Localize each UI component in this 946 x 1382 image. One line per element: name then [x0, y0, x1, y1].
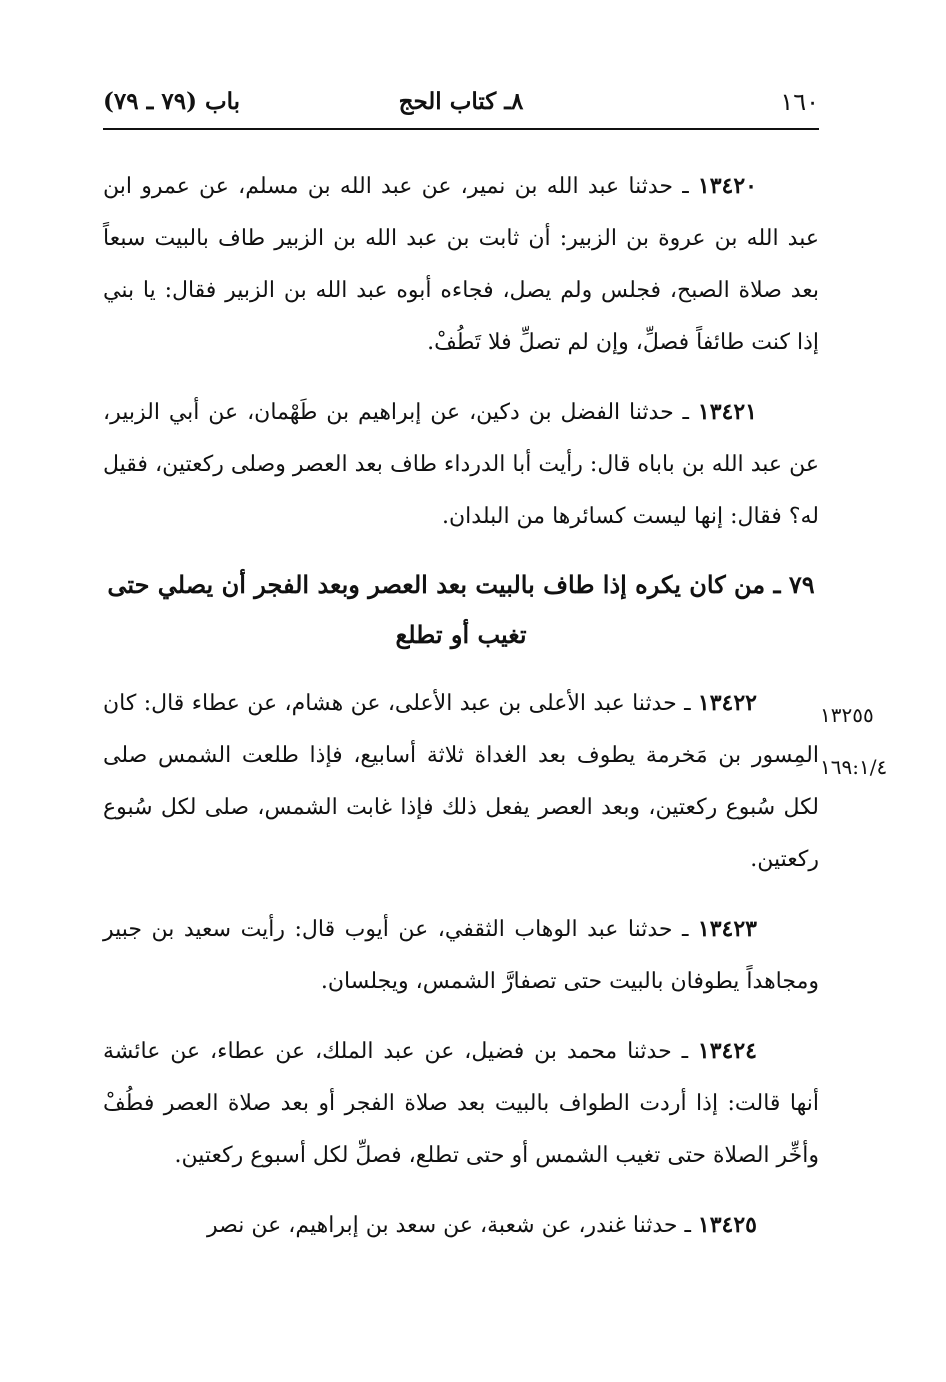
page-header	[103, 84, 819, 128]
hadith-number: ١٣٤٢٤	[697, 1038, 757, 1064]
hadith-13424	[103, 1025, 819, 1182]
header-rule	[103, 128, 819, 130]
hadith-13421	[103, 386, 819, 543]
hadith-13425	[103, 1199, 819, 1252]
page-number: ١٦٠	[780, 88, 819, 116]
hadith-number: ١٣٤٢٠	[697, 173, 757, 199]
hadith-text: ـ حدثنا محمد بن فضيل، عن عبد الملك، عن عطاء، عن عائشة أنها قالت: إذا أردت الطواف بالبيت بعد صلاة الفجر أو بعد صلاة العصر فطُفْ وأخِّر الصلاة حتى تغيب الشمس أو حتى تطلع، فصلِّ لكل أسبوع ركعتين.	[103, 1039, 819, 1168]
hadith-number: ١٣٤٢٢	[697, 690, 757, 716]
chapter-range: باب (٧٩ ـ ٧٩)	[103, 88, 241, 115]
hadith-13422	[103, 677, 819, 886]
hadith-number: ١٣٤٢٥	[697, 1212, 757, 1238]
hadith-13420	[103, 160, 819, 369]
section-title: ـ من كان يكره إذا طاف بالبيت بعد العصر وبعد الفجر أن يصلي حتى تغيب أو تطلع	[107, 570, 789, 649]
section-number: ٧٩	[788, 570, 815, 599]
hadith-text: ـ حدثنا عبد الله بن نمير، عن عبد الله بن مسلم، عن عمرو ابن عبد الله بن عروة بن الزبير: أن ثابت بن عبد الله بن الزبير طاف بالبيت سبعاً بعد صلاة الصبح، فجلس ولم يصل، فجاءه أبوه عبد الله بن الزبير فقال: يا بني إذا كنت طائفاً فصلِّ، وإن لم تصلِّ فلا تَطُفْ.	[103, 174, 819, 355]
hadith-text: ـ حدثنا غندر، عن شعبة، عن سعد بن إبراهيم، عن نصر	[207, 1213, 698, 1238]
hadith-number: ١٣٤٢١	[697, 399, 757, 425]
hadith-text: ـ حدثنا الفضل بن دكين، عن إبراهيم بن طَهْمان، عن أبي الزبير، عن عبد الله بن باباه قال: رأيت أبا الدرداء طاف بعد العصر وصلى ركعتين، فقيل له؟ فقال: إنها ليست كسائرها من البلدان.	[103, 400, 819, 529]
hadith-text: ـ حدثنا عبد الأعلى بن عبد الأعلى، عن هشام، عن عطاء قال: كان المِسور بن مَخرمة يطوف بعد الغداة ثلاثة أسابيع، فإذا طلعت الشمس صلى لكل سُبوع ركعتين، وبعد العصر يفعل ذلك فإذا غابت الشمس، صلى لكل سُبوع ركعتين.	[103, 691, 819, 872]
book-title: ٨ـ كتاب الحج	[398, 88, 524, 115]
hadith-number: ١٣٤٢٣	[697, 916, 757, 942]
margin-reference-1: ١٣٢٥٥	[820, 703, 874, 727]
hadith-text: ـ حدثنا عبد الوهاب الثقفي، عن أيوب قال: رأيت سعيد بن جبير ومجاهداً يطوفان بالبيت حتى تصفارَّ الشمس، ويجلسان.	[103, 917, 819, 994]
hadith-13423	[103, 903, 819, 1008]
page-body	[103, 160, 819, 1269]
margin-reference-2: ١٦٩:١/٤	[820, 755, 888, 779]
section-heading	[103, 560, 819, 660]
